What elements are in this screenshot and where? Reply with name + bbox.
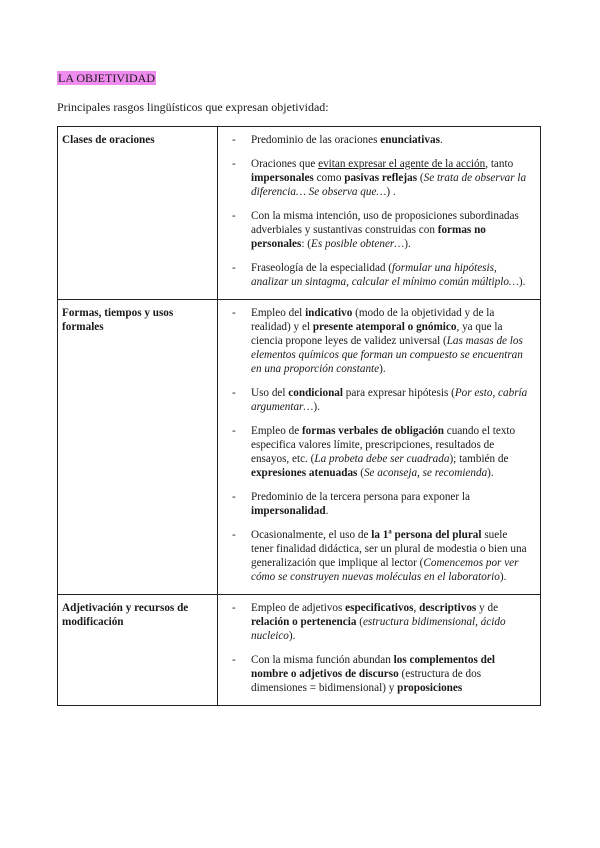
table-row [58,127,541,300]
dash-marker: - [232,425,236,437]
list-item: - Uso del condicional para expresar hipótesis (Por esto, cabría argumentar…). [232,387,528,413]
dash-marker: - [232,602,236,614]
table-row [58,300,541,595]
list-item: - Empleo de formas verbales de obligación cuando el texto especifica valores límite, prescripciones, resultados de ensayos, etc. (La probeta debe ser cuadrada); también de expresiones atenuadas (Se aconseja, se recomienda). [232,425,516,479]
dash-marker: - [232,491,236,503]
items-cell [218,595,541,706]
bullet-list [222,306,536,584]
dash-marker: - [232,262,236,274]
list-item: - Ocasionalmente, el uso de la 1ª persona del plural suele tener finalidad didáctica, ser un plural de modestia o bien una generalización que implique al lector (Comencemos por ver cómo se construyen nuevas moléculas en el laboratorio). [232,529,527,583]
bullet-list [222,601,536,695]
list-item: - Oraciones que evitan expresar el agente de la acción, tanto impersonales como pasivas reflejas (Se trata de observar la diferencia… Se observa que…) . [232,158,527,198]
table-row [58,595,541,706]
list-item: - Con la misma función abundan los complementos del nombre o adjetivos de discurso (estructura de dos dimensiones = bidimensional) y proposiciones [232,654,495,694]
dash-marker: - [232,134,236,146]
bullet-list [222,133,536,289]
list-item: - Con la misma intención, uso de proposiciones subordinadas adverbiales y sustantivas construidas con formas no personales: (Es posible obtener…). [232,210,519,250]
page-title: LA OBJETIVIDAD [58,71,155,85]
list-item: - Empleo del indicativo (modo de la objetividad y de la realidad) y el presente atemporal o gnómico, ya que la ciencia propone leyes de validez universal (Las masas de los elementos químicos que forman un compuesto se encuentran en una proporción constante). [232,307,523,375]
items-cell [218,127,541,300]
dash-marker: - [232,529,236,541]
items-cell [218,300,541,595]
category-cell: Adjetivación y recursos de modificación [58,595,218,706]
dash-marker: - [232,158,236,170]
category-cell: Clases de oraciones [58,127,218,300]
list-item: - Empleo de adjetivos especificativos, descriptivos y de relación o pertenencia (estructura bidimensional, ácido nucleico). [232,602,506,642]
dash-marker: - [232,210,236,222]
dash-marker: - [232,654,236,666]
intro-text: Principales rasgos lingüísticos que expresan objetividad: [57,100,329,114]
list-item: - Fraseología de la especialidad (formular una hipótesis, analizar un sintagma, calcular el mínimo común múltiplo…). [232,262,526,288]
list-item: - Predominio de la tercera persona para exponer la impersonalidad. [232,491,470,517]
list-item: - Predominio de las oraciones enunciativas. [232,134,443,146]
features-table [57,126,541,706]
category-cell: Formas, tiempos y usos formales [58,300,218,595]
dash-marker: - [232,387,236,399]
dash-marker: - [232,307,236,319]
